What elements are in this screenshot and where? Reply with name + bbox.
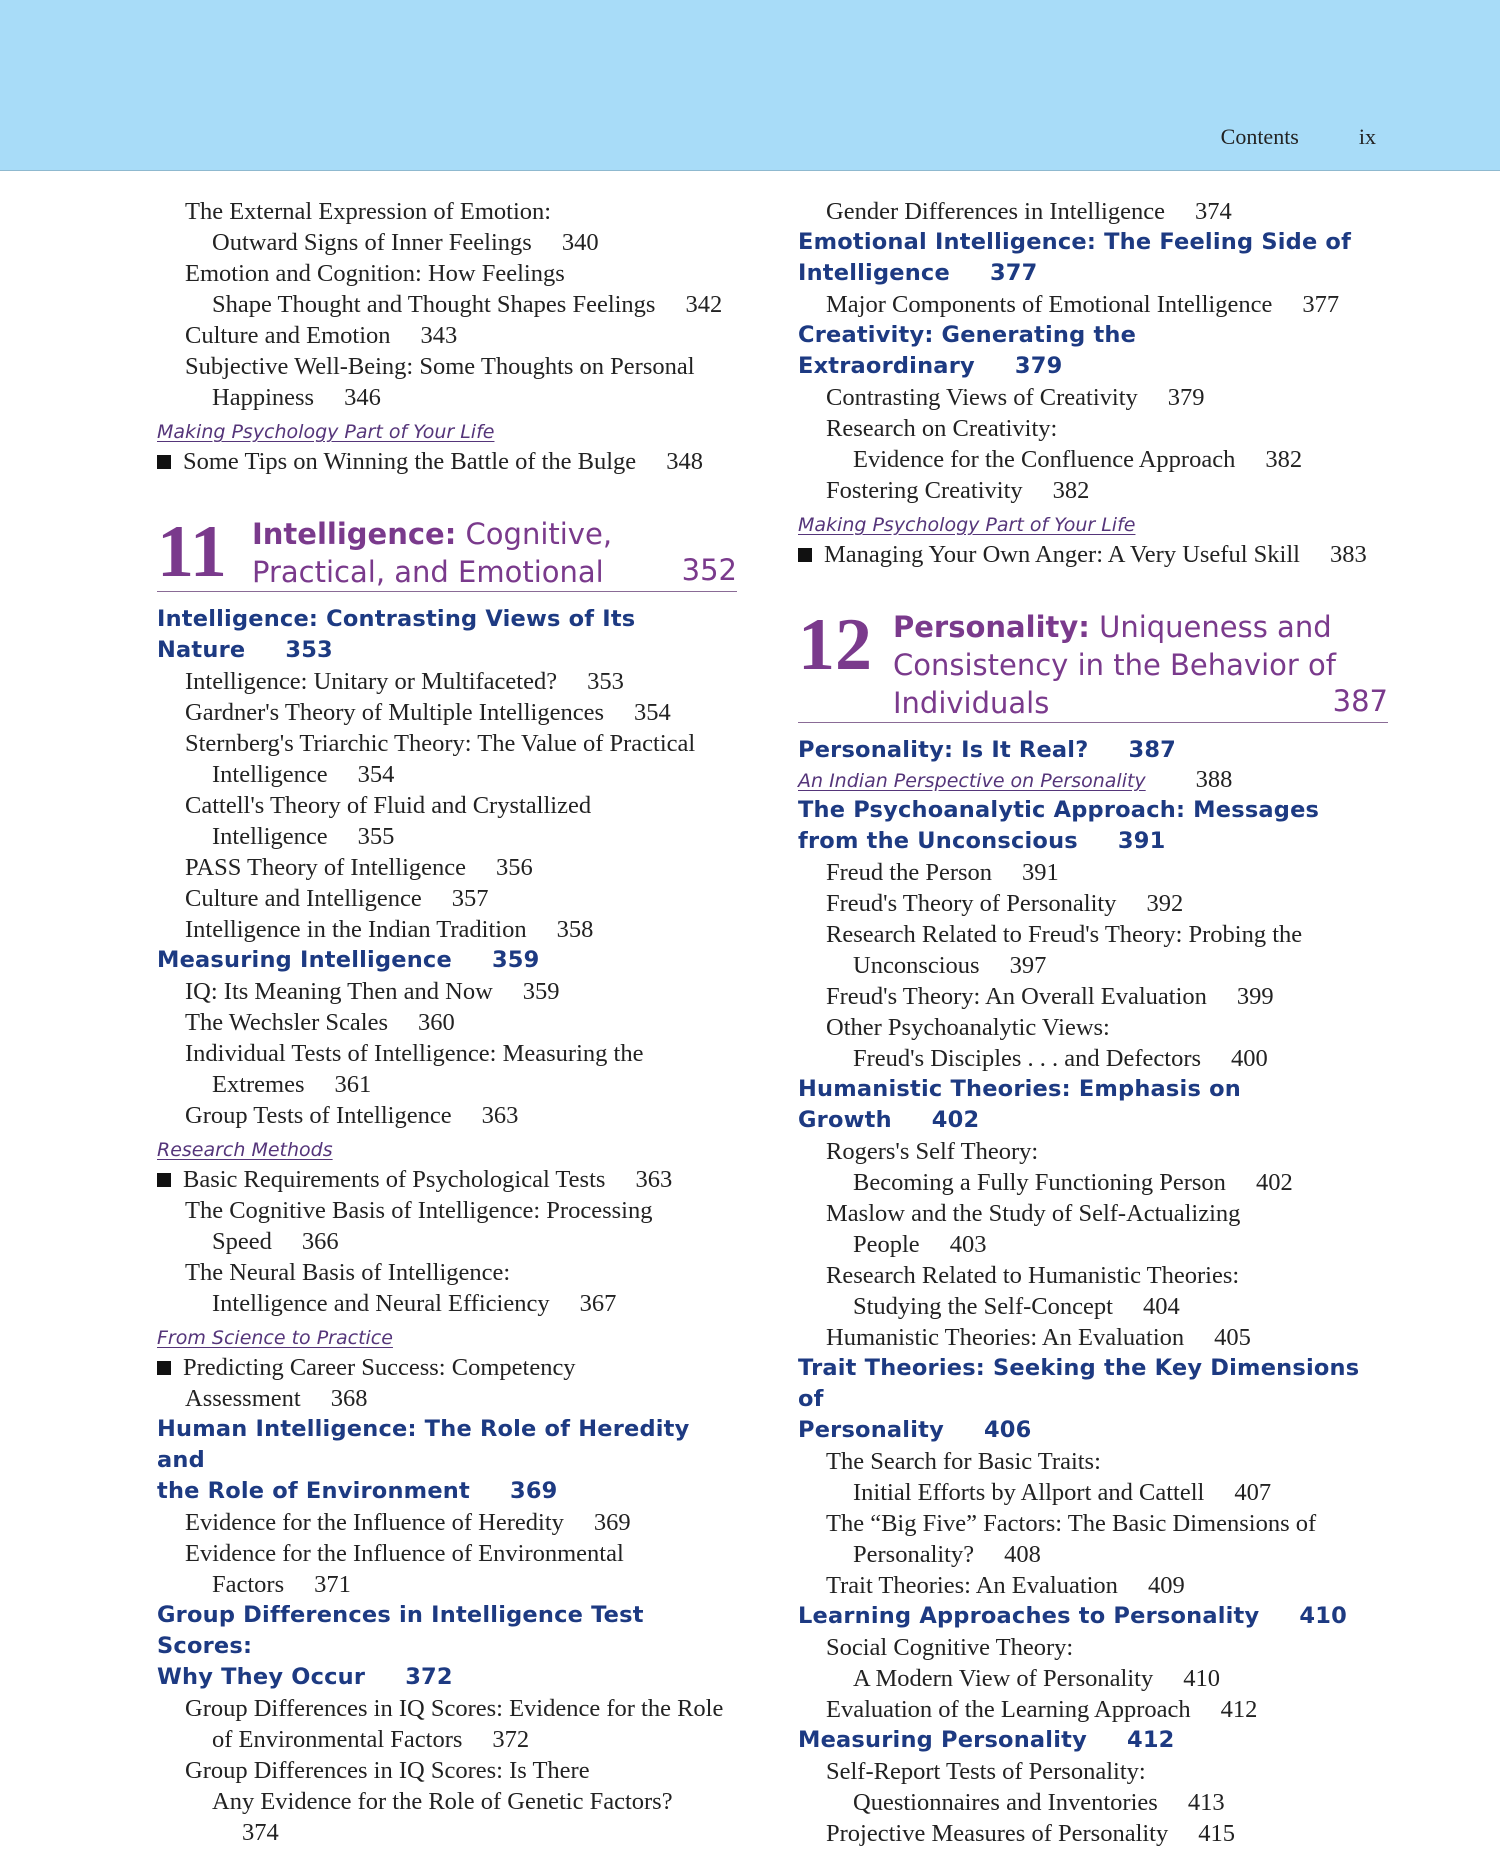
toc-entry[interactable]: Research Related to Freud's Theory: Probing the xyxy=(826,921,1303,948)
toc-entry[interactable]: Freud the Person 391 xyxy=(826,859,1059,886)
bullet-square-icon xyxy=(798,548,812,562)
toc-entry[interactable]: Freud's Disciples . . . and Defectors 400 xyxy=(853,1045,1268,1072)
feature-entry[interactable]: Some Tips on Winning the Battle of the Bulge 348 xyxy=(157,446,737,477)
bullet-square-icon xyxy=(157,1173,171,1187)
toc-entry[interactable]: Intelligence and Neural Efficiency 367 xyxy=(212,1290,617,1317)
toc-entry[interactable]: Extremes 361 xyxy=(212,1071,372,1098)
toc-entry[interactable]: Humanistic Theories: An Evaluation 405 xyxy=(826,1324,1251,1351)
section-heading[interactable]: Human Intelligence: The Role of Heredity and the Role of Environment 369 xyxy=(157,1416,690,1504)
toc-entry[interactable]: The Search for Basic Traits: xyxy=(826,1448,1101,1475)
toc-entry[interactable]: Subjective Well-Being: Some Thoughts on Personal xyxy=(185,353,695,380)
toc-entry[interactable]: Projective Measures of Personality 415 xyxy=(826,1820,1235,1847)
toc-entry[interactable]: Gender Differences in Intelligence 374 xyxy=(826,198,1232,225)
toc-entry[interactable]: Personality? 408 xyxy=(853,1541,1041,1568)
toc-entry[interactable]: PASS Theory of Intelligence 356 xyxy=(185,854,533,881)
section-heading[interactable]: Learning Approaches to Personality 410 xyxy=(798,1603,1347,1629)
section-heading[interactable]: Measuring Personality 412 xyxy=(798,1727,1175,1753)
toc-entry[interactable]: The Cognitive Basis of Intelligence: Processing xyxy=(185,1197,653,1224)
feature-entry[interactable]: Basic Requirements of Psychological Tests 363 xyxy=(157,1164,737,1195)
toc-entry[interactable]: Culture and Emotion 343 xyxy=(185,322,458,349)
toc-entry[interactable]: A Modern View of Personality 410 xyxy=(853,1665,1220,1692)
toc-entry[interactable]: Gardner's Theory of Multiple Intelligences 354 xyxy=(185,699,671,726)
toc-entry[interactable]: Individual Tests of Intelligence: Measuring the xyxy=(185,1040,644,1067)
section-heading[interactable]: Personality: Is It Real? 387 xyxy=(798,737,1177,763)
toc-entry[interactable]: Evidence for the Confluence Approach 382 xyxy=(853,446,1303,473)
bullet-square-icon xyxy=(157,455,171,469)
toc-entry[interactable]: Major Components of Emotional Intelligence 377 xyxy=(826,291,1340,318)
toc-entry[interactable]: Factors 371 xyxy=(212,1571,351,1598)
section-heading[interactable]: Creativity: Generating the Extraordinary 379 xyxy=(798,322,1137,379)
toc-entry[interactable]: Research on Creativity: xyxy=(826,415,1058,442)
toc-entry[interactable]: Freud's Theory: An Overall Evaluation 399 xyxy=(826,983,1274,1010)
feature-label: Research Methods xyxy=(157,1139,333,1161)
toc-right-column xyxy=(798,196,1388,1849)
toc-entry[interactable]: Other Psychoanalytic Views: xyxy=(826,1014,1110,1041)
toc-entry[interactable]: People 403 xyxy=(853,1231,987,1258)
toc-entry[interactable]: Initial Efforts by Allport and Cattell 407 xyxy=(853,1479,1272,1506)
toc-entry[interactable]: Outward Signs of Inner Feelings 340 xyxy=(212,229,599,256)
toc-entry[interactable]: Evidence for the Influence of Heredity 369 xyxy=(185,1509,631,1536)
feature-entry[interactable]: Managing Your Own Anger: A Very Useful Skill 383 xyxy=(798,539,1388,570)
toc-entry[interactable]: Intelligence 354 xyxy=(212,761,395,788)
toc-entry[interactable]: The Neural Basis of Intelligence: xyxy=(185,1259,511,1286)
toc-entry[interactable]: Evaluation of the Learning Approach 412 xyxy=(826,1696,1258,1723)
toc-entry[interactable]: Intelligence 355 xyxy=(212,823,395,850)
chapter-number: 11 xyxy=(157,511,227,593)
feature-label: Making Psychology Part of Your Life xyxy=(157,421,495,443)
bullet-square-icon xyxy=(157,1361,171,1375)
toc-entry[interactable]: Group Differences in IQ Scores: Evidence for the Role xyxy=(185,1695,724,1722)
toc-entry[interactable]: Culture and Intelligence 357 xyxy=(185,885,489,912)
toc-entry[interactable]: IQ: Its Meaning Then and Now 359 xyxy=(185,978,560,1005)
toc-entry[interactable]: Assessment 368 xyxy=(185,1385,368,1412)
toc-entry[interactable]: Sternberg's Triarchic Theory: The Value of Practical xyxy=(185,730,696,757)
toc-entry[interactable]: Becoming a Fully Functioning Person 402 xyxy=(853,1169,1293,1196)
toc-entry[interactable]: Maslow and the Study of Self-Actualizing xyxy=(826,1200,1241,1227)
toc-entry[interactable]: Contrasting Views of Creativity 379 xyxy=(826,384,1205,411)
toc-entry[interactable]: Trait Theories: An Evaluation 409 xyxy=(826,1572,1185,1599)
chapter-number: 12 xyxy=(798,604,872,686)
toc-entry[interactable]: The External Expression of Emotion: xyxy=(185,198,552,225)
toc-entry[interactable]: The Wechsler Scales 360 xyxy=(185,1009,455,1036)
chapter-11-heading[interactable]: 11 Intelligence: Cognitive, Practical, and Emotional 352 xyxy=(157,511,737,593)
toc-left-column xyxy=(157,196,737,1848)
toc-entry[interactable]: Cattell's Theory of Fluid and Crystallized xyxy=(185,792,592,819)
toc-entry[interactable]: Intelligence in the Indian Tradition 358 xyxy=(185,916,594,943)
toc-entry[interactable]: The “Big Five” Factors: The Basic Dimensions of xyxy=(826,1510,1317,1537)
toc-entry[interactable]: Evidence for the Influence of Environmental xyxy=(185,1540,624,1567)
section-heading[interactable]: Trait Theories: Seeking the Key Dimensions of Personality 406 xyxy=(798,1355,1360,1443)
toc-entry[interactable]: Intelligence: Unitary or Multifaceted? 353 xyxy=(185,668,624,695)
toc-entry[interactable]: Emotion and Cognition: How Feelings xyxy=(185,260,565,287)
section-heading[interactable]: Humanistic Theories: Emphasis on Growth 402 xyxy=(798,1076,1241,1133)
toc-entry[interactable]: Questionnaires and Inventories 413 xyxy=(853,1789,1225,1816)
toc-entry[interactable]: Research Related to Humanistic Theories: xyxy=(826,1262,1240,1289)
section-heading[interactable]: Group Differences in Intelligence Test Scores: Why They Occur 372 xyxy=(157,1602,644,1690)
toc-entry[interactable]: Fostering Creativity 382 xyxy=(826,477,1090,504)
toc-entry[interactable]: of Environmental Factors 372 xyxy=(212,1726,530,1753)
toc-entry[interactable]: Social Cognitive Theory: xyxy=(826,1634,1074,1661)
section-heading[interactable]: Emotional Intelligence: The Feeling Side of Intelligence 377 xyxy=(798,229,1352,286)
toc-entry[interactable]: Happiness 346 xyxy=(212,384,381,411)
chapter-page: 387 xyxy=(1332,684,1388,718)
toc-entry[interactable]: Studying the Self-Concept 404 xyxy=(853,1293,1180,1320)
section-heading[interactable]: Intelligence: Contrasting Views of Its Nature 353 xyxy=(157,606,636,663)
section-heading[interactable]: Measuring Intelligence 359 xyxy=(157,947,540,973)
toc-entry[interactable]: Shape Thought and Thought Shapes Feelings 342 xyxy=(212,291,723,318)
feature-label: From Science to Practice xyxy=(157,1327,393,1349)
feature-entry[interactable]: An Indian Perspective on Personality 388 xyxy=(798,766,1233,793)
running-head-section: Contents xyxy=(1220,124,1299,149)
toc-entry[interactable]: Unconscious 397 xyxy=(853,952,1047,979)
section-heading[interactable]: The Psychoanalytic Approach: Messages from the Unconscious 391 xyxy=(798,797,1320,854)
page-number: ix xyxy=(1358,124,1376,149)
chapter-page: 352 xyxy=(681,553,737,587)
toc-entry[interactable]: Group Tests of Intelligence 363 xyxy=(185,1102,519,1129)
toc-entry[interactable]: Speed 366 xyxy=(212,1228,339,1255)
toc-entry[interactable]: Self-Report Tests of Personality: xyxy=(826,1758,1146,1785)
toc-entry[interactable]: Rogers's Self Theory: xyxy=(826,1138,1039,1165)
toc-entry[interactable]: Freud's Theory of Personality 392 xyxy=(826,890,1184,917)
feature-label: Making Psychology Part of Your Life xyxy=(798,514,1136,536)
feature-entry[interactable]: Predicting Career Success: Competency xyxy=(157,1352,737,1383)
chapter-12-heading[interactable]: 12 Personality: Uniqueness and Consistency in the Behavior of Individuals 387 xyxy=(798,608,1388,723)
toc-entry[interactable]: Group Differences in IQ Scores: Is There xyxy=(185,1757,590,1784)
running-head xyxy=(1221,124,1376,150)
toc-entry[interactable]: Any Evidence for the Role of Genetic Factors?374 xyxy=(212,1788,673,1846)
